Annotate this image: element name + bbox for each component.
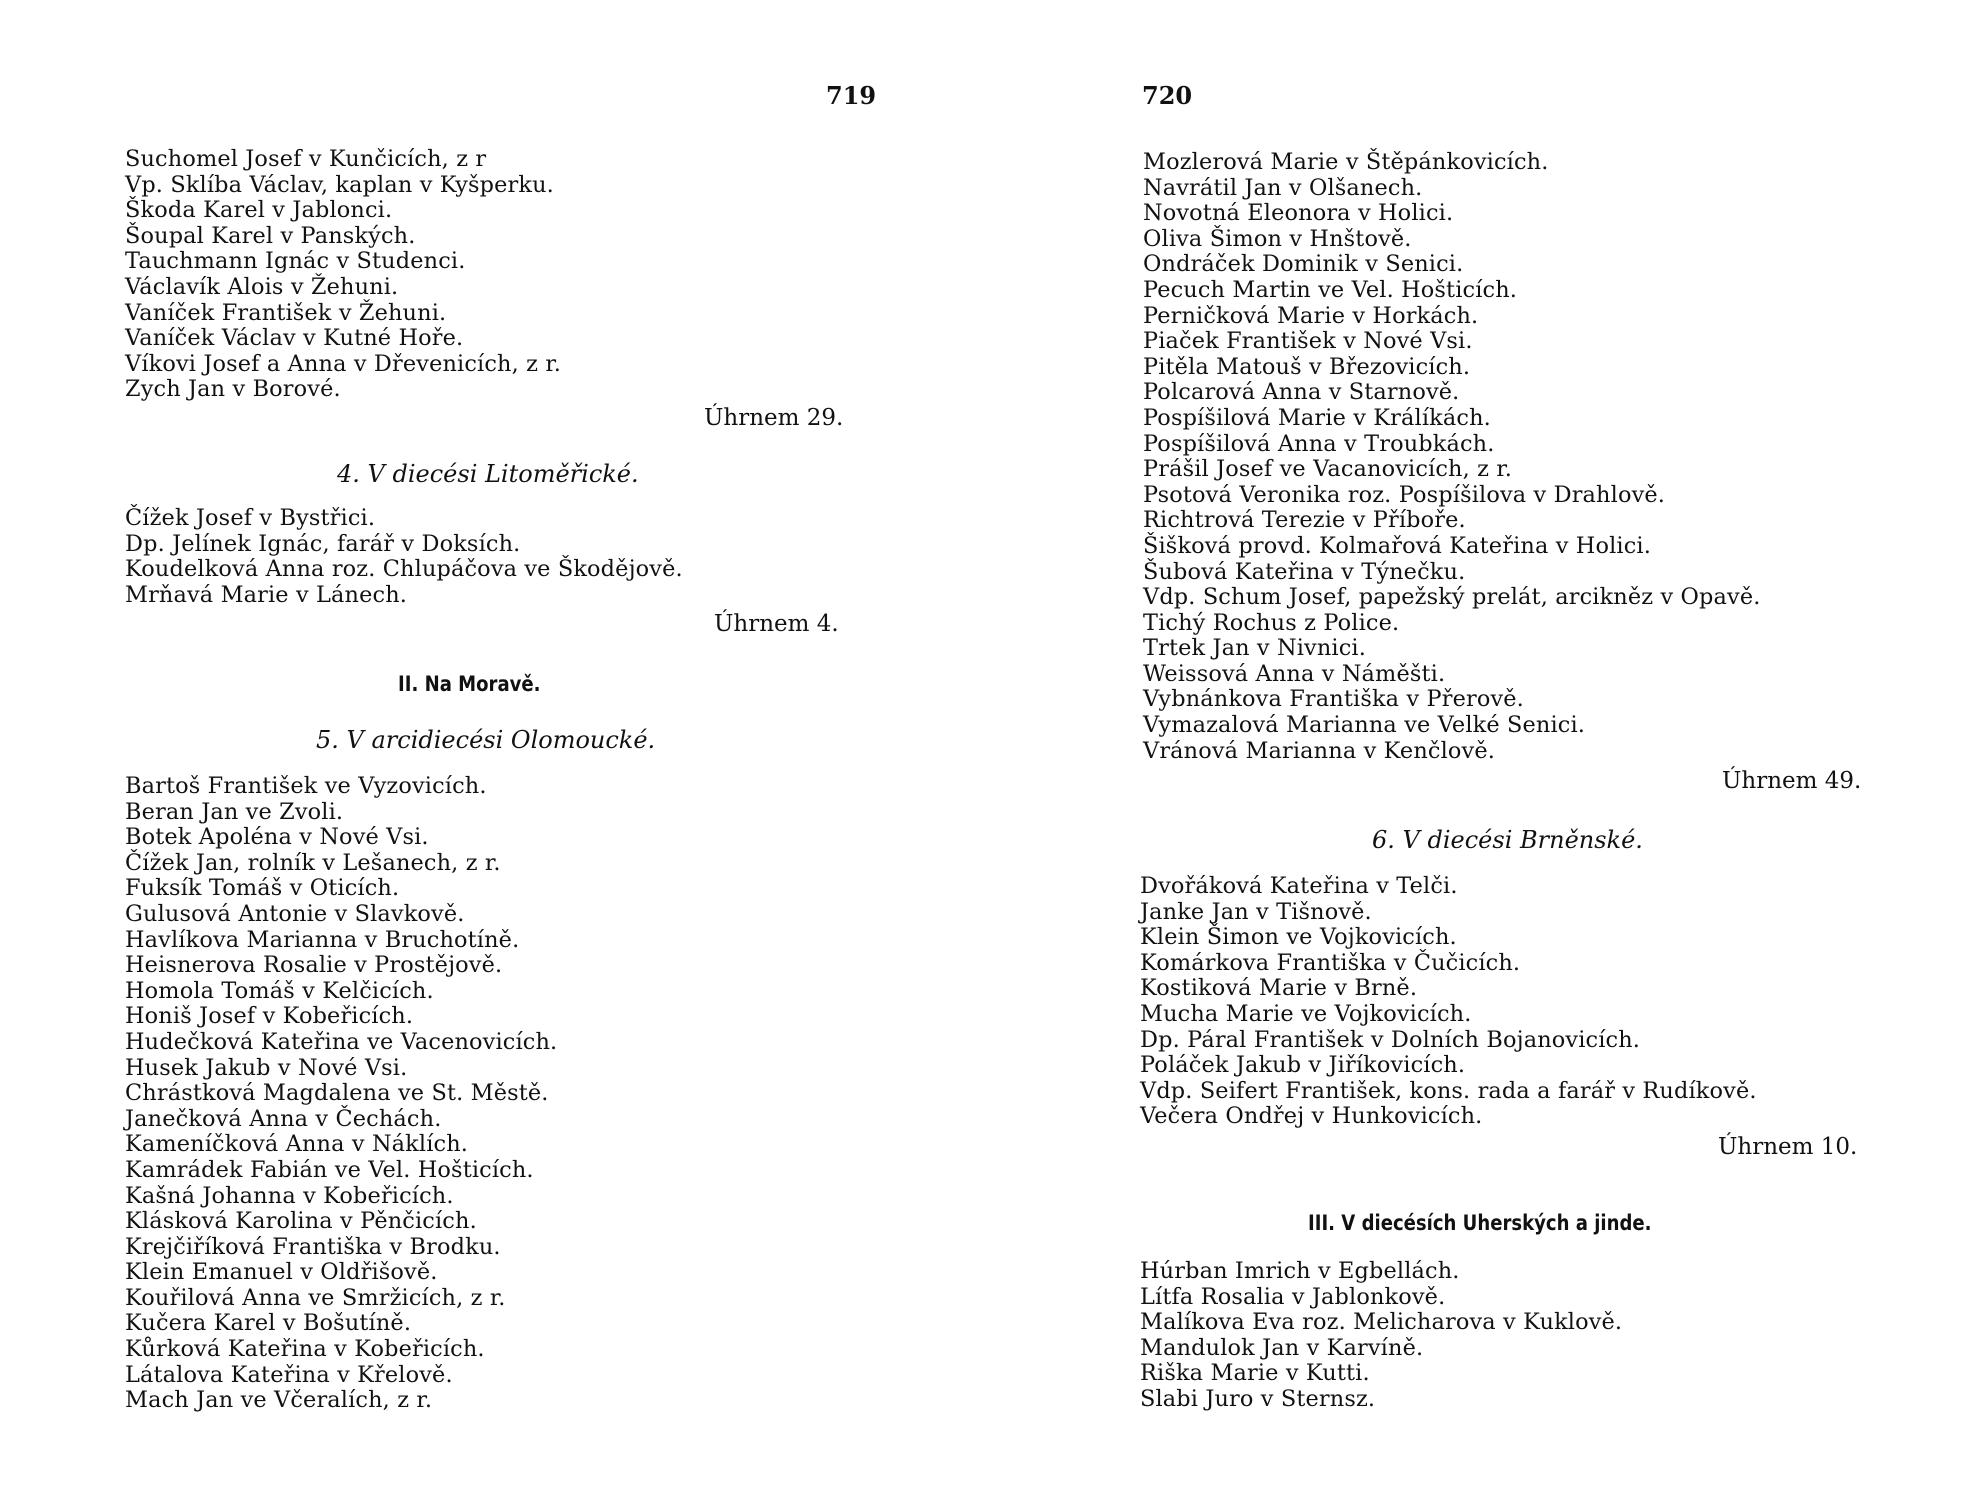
list-item: Poláček Jakub v Jiříkovicích. [1140, 1052, 1466, 1079]
page-number: 720 [1142, 81, 1193, 110]
list-item: Víkovi Josef a Anna v Dřevenicích, z r. [125, 350, 562, 377]
list-item: Weissová Anna v Náměšti. [1143, 660, 1446, 687]
list-item: Mrňavá Marie v Lánech. [125, 581, 408, 608]
entry-list [125, 506, 683, 608]
list-item: Psotová Veronika roz. Pospíšilova v Drahlově. [1143, 481, 1666, 508]
list-item: Vaníček Václav v Kutné Hoře. [125, 325, 464, 352]
entry-list [125, 774, 557, 1414]
list-item: Koudelková Anna roz. Chlupáčova ve Škodějově. [125, 556, 683, 583]
total-diocese-6: Úhrnem 10. [1718, 1134, 1858, 1160]
diocese-heading-olomouc: 5. V arcidiecési Olomoucké. [316, 726, 656, 754]
list-item: Ondráček Dominik v Senici. [1143, 251, 1464, 278]
entry-list-diocese-7 [1140, 1259, 1622, 1413]
list-item: Polcarová Anna v Starnově. [1143, 379, 1460, 406]
list-item: Vp. Sklíba Václav, kaplan v Kyšperku. [125, 171, 554, 198]
part-heading-moravia: II. Na Moravě. [398, 672, 541, 696]
entry-list-diocese-5-cont [1143, 150, 1761, 764]
list-item: Kameníčková Anna v Náklích. [125, 1131, 469, 1158]
list-item: Kamrádek Fabián ve Vel. Hošticích. [125, 1156, 534, 1183]
list-item: Beran Jan ve Zvoli. [125, 798, 344, 825]
list-item: Škoda Karel v Jablonci. [125, 197, 393, 224]
total-diocese-4: Úhrnem 4. [714, 611, 839, 637]
list-item: Fuksík Tomáš v Oticích. [125, 875, 400, 902]
list-item: Richtrová Terezie v Příboře. [1143, 507, 1466, 534]
list-item: Navrátil Jan v Olšanech. [1143, 174, 1423, 201]
list-item: Vybnánkova Františka v Přerově. [1143, 686, 1524, 713]
list-item: Václavík Alois v Žehuni. [125, 273, 399, 300]
list-item: Riška Marie v Kutti. [1140, 1360, 1370, 1387]
list-item: Pospíšilová Marie v Králíkách. [1143, 404, 1491, 431]
diocese-heading-brno: 6. V diecési Brněnské. [1372, 826, 1643, 854]
list-item: Mucha Marie ve Vojkovicích. [1140, 1000, 1472, 1027]
list-item: Novotná Eleonora v Holici. [1143, 200, 1454, 227]
list-item: Honiš Josef v Kobeřicích. [125, 1003, 414, 1030]
entry-list-diocese-5 [125, 774, 557, 1414]
entry-list-diocese-3-end [125, 147, 561, 403]
list-item: Homola Tomáš v Kelčicích. [125, 977, 434, 1004]
list-item: Malíkova Eva roz. Melicharova v Kuklově. [1140, 1309, 1623, 1336]
list-item: Perničková Marie v Horkách. [1143, 302, 1479, 329]
list-item: Bartoš František ve Vyzovicích. [125, 773, 487, 799]
list-item: Kůrková Kateřina v Kobeřicích. [125, 1336, 485, 1363]
list-item: Komárkova Františka v Čučicích. [1140, 949, 1521, 976]
list-item: Látalova Kateřina v Křelově. [125, 1361, 453, 1388]
list-item: Havlíkova Marianna v Bruchotíně. [125, 926, 520, 953]
diocese-heading-litomerice: 4. V diecési Litoměřické. [337, 460, 639, 488]
list-item: Šoupal Karel v Panských. [125, 222, 416, 249]
list-item: Prášil Josef ve Vacanovicích, z r. [1143, 456, 1513, 483]
list-item: Zych Jan v Borové. [125, 376, 341, 403]
list-item: Husek Jakub v Nové Vsi. [125, 1054, 408, 1081]
list-item: Kostiková Marie v Brně. [1140, 975, 1418, 1002]
list-item: Večera Ondřej v Hunkovicích. [1140, 1103, 1483, 1130]
entry-list-diocese-4 [125, 506, 683, 608]
part-heading-hungary: III. V diecésích Uherských a jinde. [1308, 1211, 1652, 1235]
entry-list [1143, 150, 1761, 764]
list-item: Krejčiříková Františka v Brodku. [125, 1233, 501, 1260]
list-item: Janečková Anna v Čechách. [125, 1105, 442, 1132]
list-item: Tauchmann Ignác v Studenci. [125, 248, 466, 275]
list-item: Vdp. Schum Josef, papežský prelát, arcikněz v Opavě. [1143, 584, 1761, 611]
total-diocese-3: Úhrnem 29. [704, 405, 844, 431]
right-page [985, 0, 1970, 1501]
list-item: Šubová Kateřina v Týnečku. [1143, 558, 1466, 585]
list-item: Čížek Josef v Bystřici. [125, 505, 376, 531]
list-item: Lítfa Rosalia v Jablonkově. [1140, 1283, 1446, 1310]
page-number: 719 [826, 81, 877, 110]
total-diocese-5: Úhrnem 49. [1722, 768, 1862, 794]
list-item: Gulusová Antonie v Slavkově. [125, 900, 465, 927]
list-item: Slabi Juro v Sternsz. [1140, 1385, 1376, 1412]
list-item: Klein Šimon ve Vojkovicích. [1140, 924, 1457, 951]
list-item: Mozlerová Marie v Štěpánkovicích. [1143, 149, 1549, 175]
list-item: Mandulok Jan v Karvíně. [1140, 1334, 1424, 1361]
list-item: Trtek Jan v Nivnici. [1143, 635, 1367, 662]
list-item: Pecuch Martin ve Vel. Hošticích. [1143, 276, 1518, 303]
list-item: Hudečková Kateřina ve Vacenovicích. [125, 1028, 558, 1055]
list-item: Janke Jan v Tišnově. [1140, 898, 1372, 925]
list-item: Mach Jan ve Včeralích, z r. [125, 1387, 433, 1414]
list-item: Pitěla Matouš v Březovicích. [1143, 353, 1471, 380]
list-item: Klein Emanuel v Oldřišově. [125, 1259, 438, 1286]
list-item: Šišková provd. Kolmařová Kateřina v Holici. [1143, 532, 1651, 559]
list-item: Suchomel Josef v Kunčicích, z r [125, 146, 487, 172]
list-item: Pospíšilová Anna v Troubkách. [1143, 430, 1495, 457]
entry-list [125, 147, 561, 403]
list-item: Dp. Páral František v Dolních Bojanovicích. [1140, 1026, 1641, 1053]
entry-list-diocese-6 [1140, 874, 1757, 1130]
list-item: Kučera Karel v Bošutíně. [125, 1310, 412, 1337]
list-item: Oliva Šimon v Hnštově. [1143, 225, 1412, 252]
list-item: Vymazalová Marianna ve Velké Senici. [1143, 712, 1586, 739]
list-item: Chrástková Magdalena ve St. Městě. [125, 1080, 549, 1107]
list-item: Čížek Jan, rolník v Lešanech, z r. [125, 849, 501, 876]
list-item: Kašná Johanna v Kobeřicích. [125, 1182, 454, 1209]
list-item: Botek Apoléna v Nové Vsi. [125, 824, 429, 851]
list-item: Kouřilová Anna ve Smržicích, z r. [125, 1284, 506, 1311]
list-item: Vaníček František v Žehuni. [125, 299, 447, 326]
list-item: Piaček František v Nové Vsi. [1143, 328, 1473, 355]
list-item: Vdp. Seifert František, kons. rada a farář v Rudíkově. [1140, 1077, 1757, 1104]
list-item: Klásková Karolina v Pěnčicích. [125, 1208, 477, 1235]
entry-list [1140, 1259, 1622, 1413]
list-item: Dvořáková Kateřina v Telči. [1140, 873, 1458, 899]
list-item: Vránová Marianna v Kenčlově. [1143, 737, 1495, 764]
list-item: Tichý Rochus z Police. [1143, 609, 1400, 636]
list-item: Dp. Jelínek Ignác, farář v Doksích. [125, 530, 521, 557]
list-item: Heisnerova Rosalie v Prostějově. [125, 952, 503, 979]
entry-list [1140, 874, 1757, 1130]
list-item: Húrban Imrich v Egbellách. [1140, 1258, 1460, 1284]
